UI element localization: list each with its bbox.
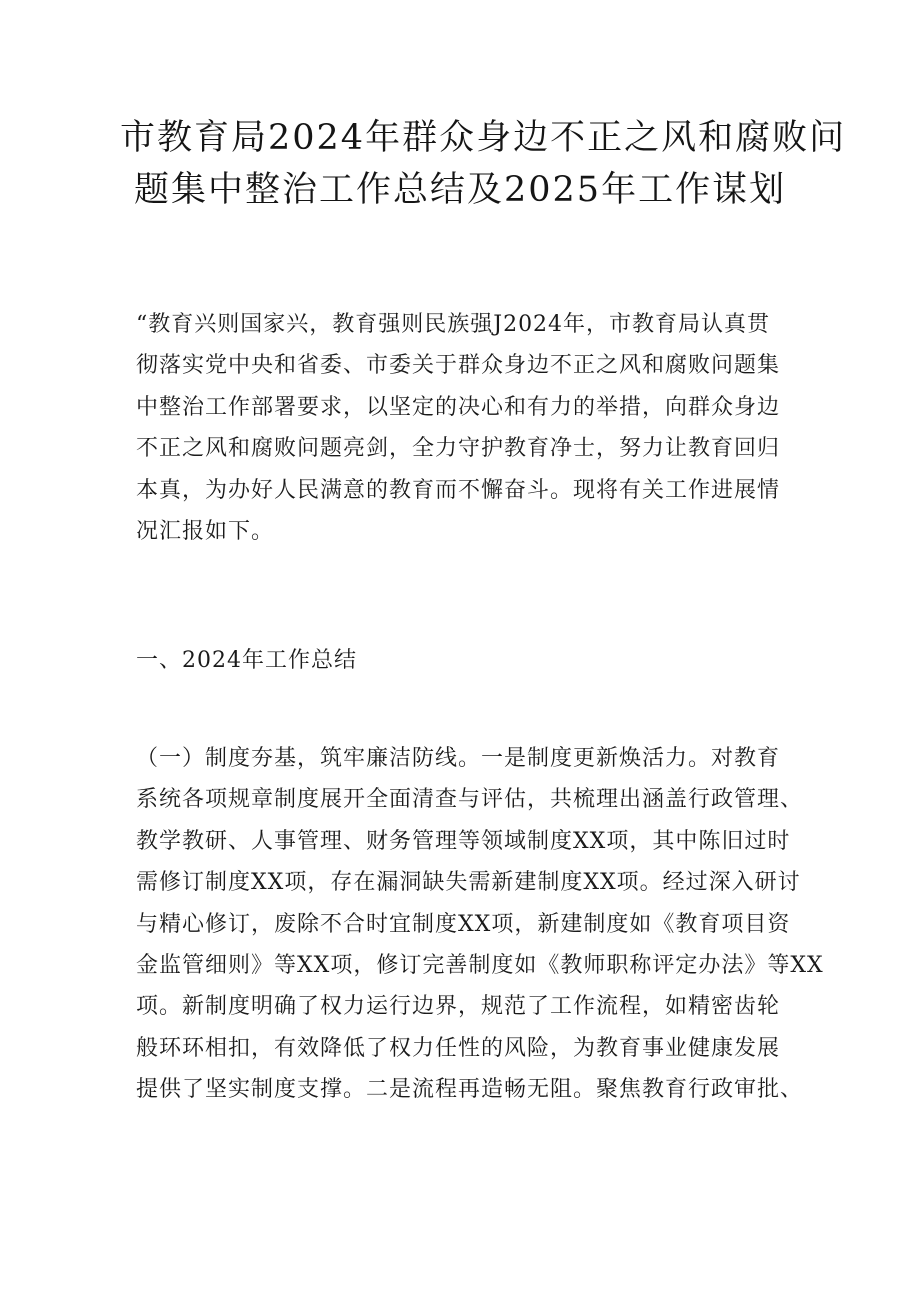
body-line: 般环环相扣，有效降低了权力任性的风险，为教育事业健康发展 [136,1035,781,1061]
intro-line: “教育兴则国家兴，教育强则民族强J2024年，市教育局认真贯 [136,312,771,337]
intro-line: 彻落实党中央和省委、市委关于群众身边不正之风和腐败问题集 [136,353,781,379]
body-line: 系统各项规章制度展开全面清查与评估，共梳理出涵盖行政管理、 [136,787,804,813]
body-line: 与精心修订，废除不合时宜制度XX项，新建制度如《教育项目资 [136,911,791,937]
body-line: 提供了坚实制度支撑。二是流程再造畅无阻。聚焦教育行政审批、 [136,1077,804,1103]
document-title [120,112,847,216]
section-heading: 一、2024年工作总结 [136,648,357,673]
title-line: 题集中整治工作总结及2025年工作谋划 [134,170,787,210]
body-paragraph [136,738,824,1111]
intro-line: 况汇报如下。 [136,518,275,544]
body-line: 教学教研、人事管理、财务管理等领域制度XX项，其中陈旧过时 [136,828,791,854]
intro-line: 本真，为办好人民满意的教育而不懈奋斗。现将有关工作进展情 [136,477,781,503]
intro-line: 中整治工作部署要求，以坚定的决心和有力的举措，向群众身边 [136,394,781,420]
body-line: 金监管细则》等XX项，修订完善制度如《教师职称评定办法》等XX [136,952,824,978]
body-line: 项。新制度明确了权力运行边界，规范了工作流程，如精密齿轮 [136,994,781,1020]
intro-paragraph [136,304,796,552]
title-line: 市教育局2024年群众身边不正之风和腐败问 [120,118,847,158]
intro-line: 不正之风和腐败问题亮剑，全力守护教育净士，努力让教育回归 [136,436,781,462]
body-line: 需修订制度XX项，存在漏洞缺失需新建制度XX项。经过深入研讨 [136,870,801,896]
body-line: （一）制度夯基，筑牢廉洁防线。一是制度更新焕活力。对教育 [136,746,781,771]
